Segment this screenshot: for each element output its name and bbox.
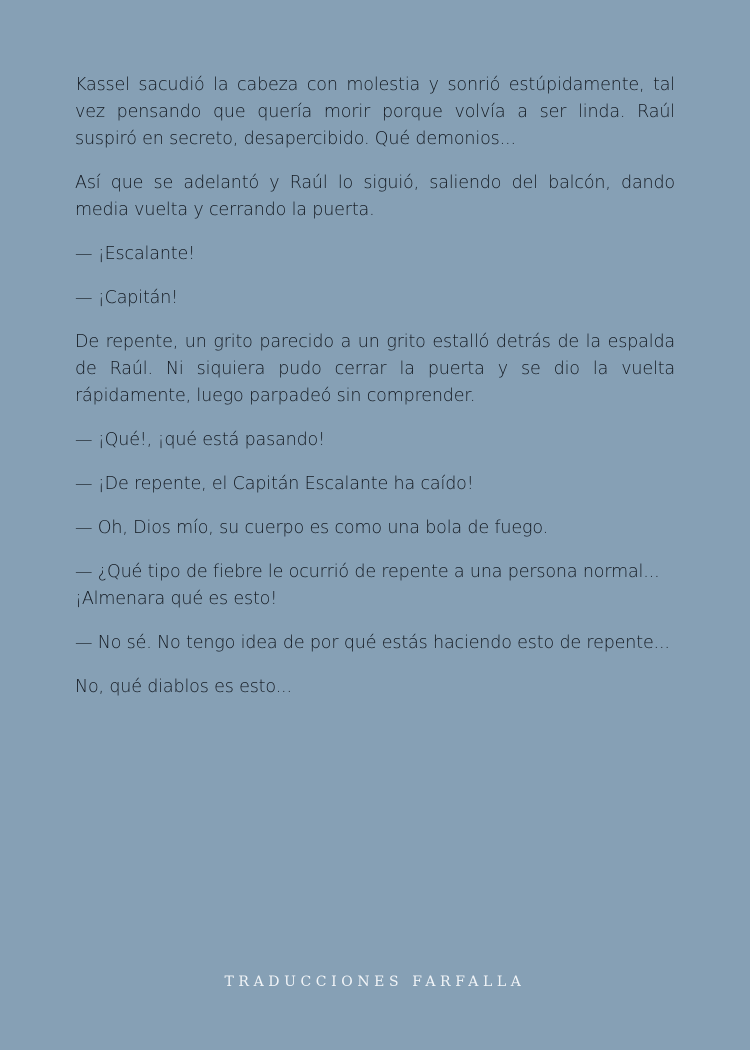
dialogue-line: — ¡Qué!, ¡qué está pasando! (75, 430, 325, 450)
dialogue-line: — ¡Capitán! (75, 288, 179, 308)
dialogue-line: — No sé. No tengo idea de por qué estás haciendo esto de repente... (75, 633, 670, 653)
dialogue-line: — ¡De repente, el Capitán Escalante ha caído! (75, 474, 474, 494)
paragraph: No, qué diablos es esto... (75, 677, 292, 697)
paragraph: Así que se adelantó y Raúl lo siguió, saliendo del balcón, dando media vuelta y cerrando la puerta. (75, 173, 675, 220)
paragraph: De repente, un grito parecido a un grito estalló detrás de la espalda de Raúl. Ni siquiera pudo cerrar la puerta y se dio la vuelta rápidamente, luego parpadeó sin comprender. (75, 332, 675, 406)
page-body (75, 72, 675, 718)
paragraph: Kassel sacudió la cabeza con molestia y sonrió estúpidamente, tal vez pensando que quería morir porque volvía a ser linda. Raúl suspiró en secreto, desapercibido. Qué demonios... (75, 75, 675, 149)
footer-credit: TRADUCCIONES FARFALLA (224, 974, 526, 990)
dialogue-line: — Oh, Dios mío, su cuerpo es como una bola de fuego. (75, 518, 548, 538)
dialogue-line: — ¡Escalante! (75, 244, 195, 264)
dialogue-line: — ¿Qué tipo de fiebre le ocurrió de repente a una persona normal... ¡Almenara qué es esto! (75, 562, 660, 609)
